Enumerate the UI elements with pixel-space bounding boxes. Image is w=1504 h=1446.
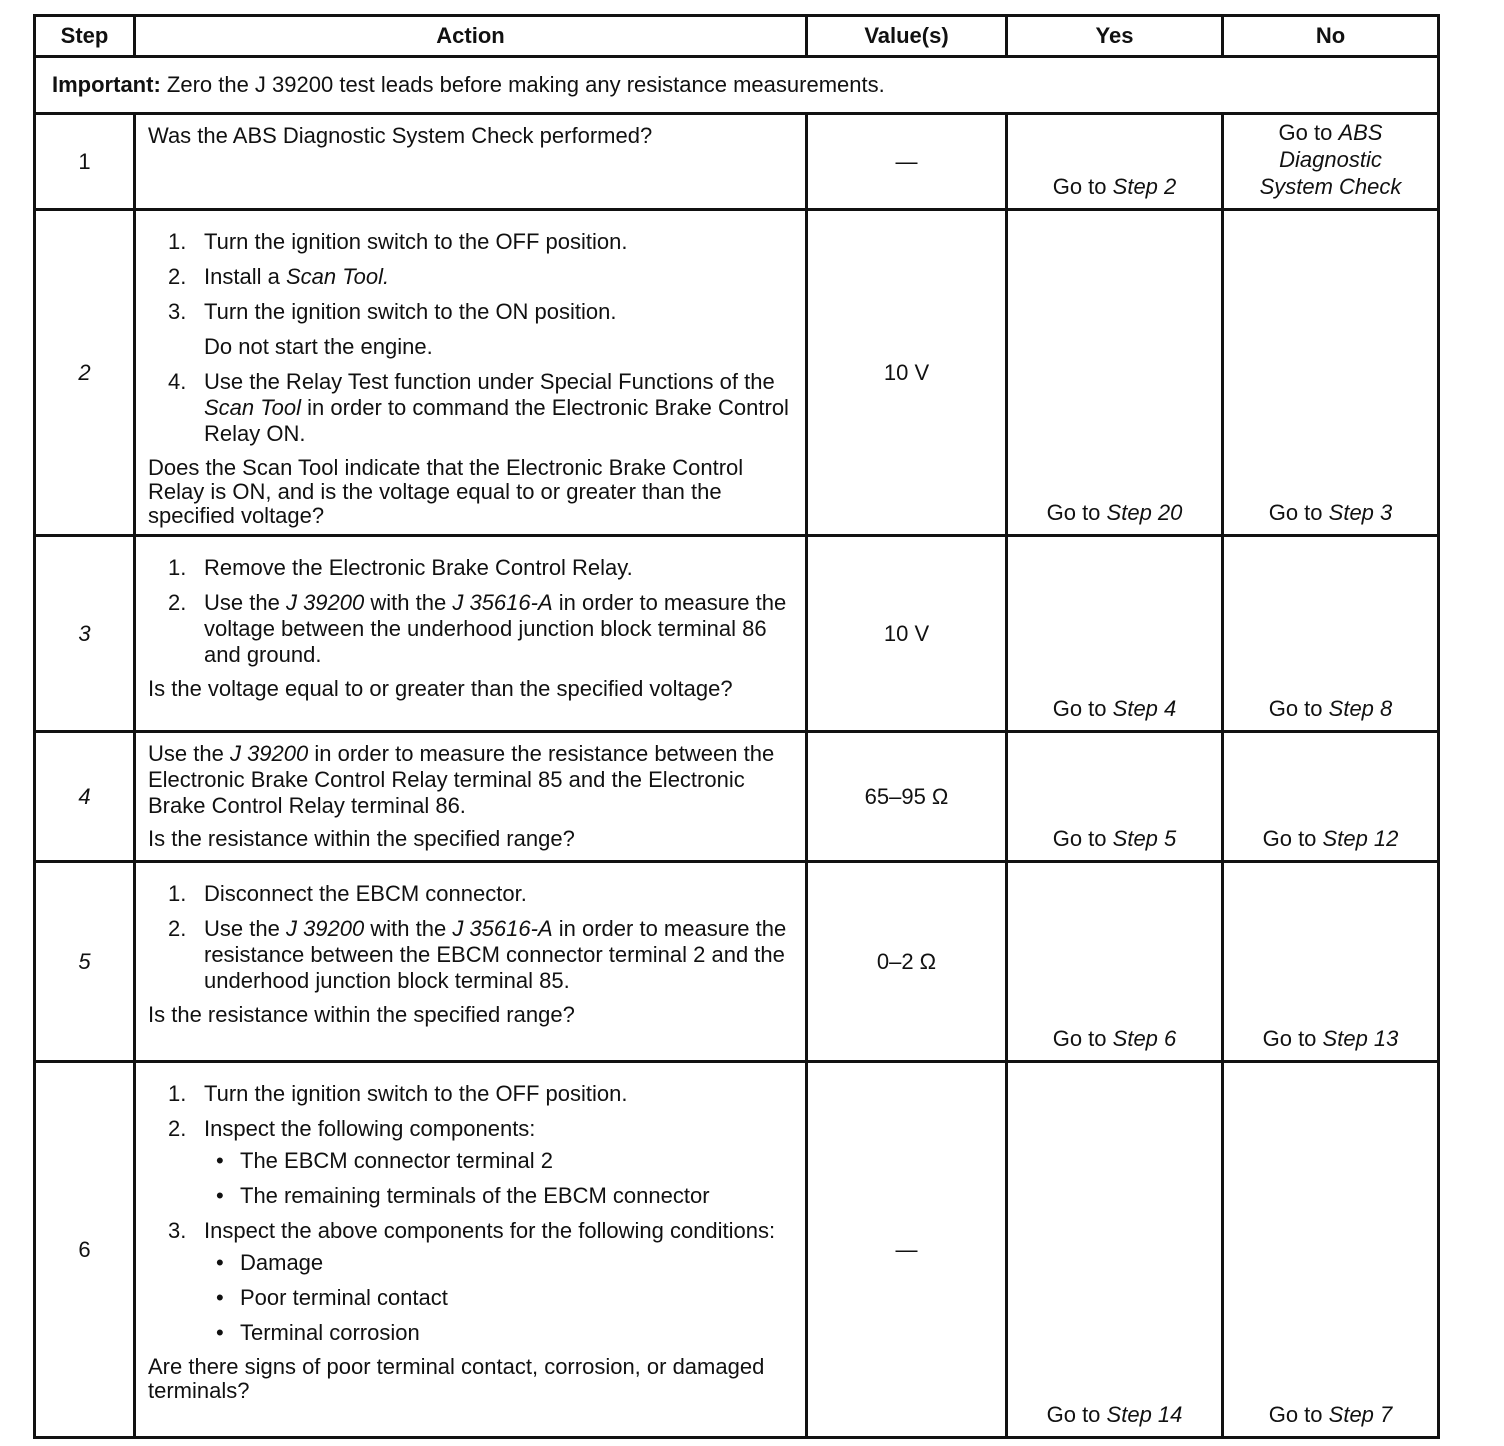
list-item: 3. Inspect the above components for the following conditions: • Damage • Poor terminal contact • Terminal corrosion bbox=[148, 1218, 793, 1346]
question: Are there signs of poor terminal contact, corrosion, or damaged terminals? bbox=[148, 1354, 765, 1403]
bullet-item: • Damage bbox=[216, 1250, 324, 1275]
goto-prefix: Go to bbox=[1046, 1402, 1101, 1427]
list-item: 2. Use the J 39200 with the J 35616-A in order to measure the resistance between the EBCM connector terminal 2 and the underhood junction block terminal 85. bbox=[168, 916, 787, 993]
action-cell bbox=[135, 114, 807, 210]
goto-ref: Step 2 bbox=[1112, 174, 1177, 199]
step-number-text: 4 bbox=[78, 783, 91, 809]
action-cell bbox=[135, 210, 807, 536]
step-number-text: 2 bbox=[78, 359, 91, 385]
yes-cell bbox=[1007, 210, 1223, 536]
value-cell: 10 V bbox=[807, 536, 1007, 732]
bullet-item: • Terminal corrosion bbox=[216, 1320, 420, 1345]
table-row bbox=[35, 1062, 1439, 1438]
bullet-item-text: The remaining terminals of the EBCM connector bbox=[240, 1183, 710, 1208]
question: Was the ABS Diagnostic System Check performed? bbox=[148, 123, 653, 148]
value-cell: 0–2 Ω bbox=[807, 862, 1007, 1062]
value-cell: 65–95 Ω bbox=[807, 732, 1007, 862]
goto-prefix: Go to bbox=[1268, 1402, 1323, 1427]
step-number-text: 5 bbox=[78, 948, 91, 974]
goto-ref: Step 13 bbox=[1322, 1026, 1399, 1051]
list-item-text: Turn the ignition switch to the OFF position. bbox=[204, 229, 628, 254]
step-number bbox=[35, 536, 135, 732]
list-item-note: Do not start the engine. bbox=[204, 334, 433, 359]
numbered-list bbox=[148, 1071, 793, 1346]
list-item-text: in order to measure the voltage between the underhood junction block terminal 86 and ground. bbox=[204, 590, 787, 667]
bullet-item-text: The EBCM connector terminal 2 bbox=[240, 1148, 554, 1173]
list-item-text: Turn the ignition switch to the ON position. bbox=[204, 299, 617, 324]
goto-ref: Diagnostic bbox=[1279, 147, 1382, 172]
yes-cell bbox=[1007, 862, 1223, 1062]
list-item-text: Disconnect the EBCM connector. bbox=[204, 881, 527, 906]
list-item-text: Use the bbox=[204, 916, 280, 941]
action-text-part: in order to measure the resistance between the Electronic Brake Control Relay terminal 85 and the Electronic Brake Control Relay terminal 86. bbox=[148, 741, 775, 818]
goto-prefix: Go to bbox=[1052, 696, 1107, 721]
action-text bbox=[148, 741, 793, 819]
list-item-text: Inspect the following components: bbox=[204, 1116, 536, 1141]
important-note bbox=[35, 57, 1439, 114]
table-row bbox=[35, 536, 1439, 732]
bullet-item-text: Terminal corrosion bbox=[240, 1320, 420, 1345]
bullet-item: • The remaining terminals of the EBCM connector bbox=[216, 1183, 710, 1208]
goto-prefix: Go to bbox=[1268, 500, 1323, 525]
value-cell: 10 V bbox=[807, 210, 1007, 536]
bullet-item: • Poor terminal contact bbox=[216, 1285, 448, 1310]
bullet-item: • The EBCM connector terminal 2 bbox=[216, 1148, 554, 1173]
list-item-text: Install a bbox=[204, 264, 280, 289]
list-item-text: with the bbox=[370, 916, 447, 941]
table-row bbox=[35, 862, 1439, 1062]
goto-prefix: Go to bbox=[1262, 826, 1317, 851]
list-item-text: in order to measure the resistance between the EBCM connector terminal 2 and the underhood junction block terminal 85. bbox=[204, 916, 787, 993]
goto-ref: Step 6 bbox=[1112, 1026, 1177, 1051]
goto-prefix: Go to bbox=[1046, 500, 1101, 525]
step-number: 1 bbox=[35, 114, 135, 210]
no-cell bbox=[1223, 210, 1439, 536]
question: Is the resistance within the specified range? bbox=[148, 1002, 575, 1027]
header-row bbox=[35, 16, 1439, 57]
no-cell bbox=[1223, 862, 1439, 1062]
list-item: 1. Remove the Electronic Brake Control Relay. bbox=[168, 555, 633, 580]
goto-ref: Step 14 bbox=[1106, 1402, 1183, 1427]
goto-prefix: Go to bbox=[1268, 696, 1323, 721]
goto-prefix: Go to bbox=[1278, 120, 1333, 145]
step-number-text: 3 bbox=[78, 620, 91, 646]
step-number bbox=[35, 862, 135, 1062]
header-step: Step bbox=[35, 16, 135, 57]
action-text-part: Use the bbox=[148, 741, 224, 766]
goto-ref: Step 7 bbox=[1328, 1402, 1393, 1427]
list-item-emphasis: J 35616-A bbox=[452, 916, 553, 941]
step-number bbox=[35, 732, 135, 862]
question: Is the voltage equal to or greater than the specified voltage? bbox=[148, 676, 733, 701]
goto-ref: Step 3 bbox=[1328, 500, 1393, 525]
list-item-text: in order to command the Electronic Brake Control Relay ON. bbox=[204, 395, 789, 446]
numbered-list bbox=[148, 545, 793, 668]
list-item: 2. Inspect the following components: • The EBCM connector terminal 2 • The remaining terminals of the EBCM connector bbox=[148, 1116, 793, 1209]
action-text-emphasis: J 39200 bbox=[229, 741, 309, 766]
yes-cell bbox=[1007, 536, 1223, 732]
table-row bbox=[35, 210, 1439, 536]
list-item-text: Remove the Electronic Brake Control Relay. bbox=[204, 555, 633, 580]
no-cell bbox=[1223, 536, 1439, 732]
goto-ref: Step 12 bbox=[1322, 826, 1399, 851]
step-number: 6 bbox=[35, 1062, 135, 1438]
question: Does the Scan Tool indicate that the Electronic Brake Control Relay is ON, and is the voltage equal to or greater than the specified voltage? bbox=[148, 455, 744, 528]
list-item-text: with the bbox=[370, 590, 447, 615]
goto-ref: ABS bbox=[1338, 120, 1383, 145]
table-row bbox=[35, 114, 1439, 210]
numbered-list bbox=[148, 871, 793, 994]
goto-ref: Step 8 bbox=[1328, 696, 1393, 721]
header-yes: Yes bbox=[1007, 16, 1223, 57]
list-item-emphasis: Scan Tool. bbox=[285, 264, 390, 289]
bullet-item-text: Damage bbox=[240, 1250, 324, 1275]
numbered-list bbox=[148, 219, 793, 447]
goto-ref: Step 5 bbox=[1112, 826, 1177, 851]
list-item-emphasis: J 35616-A bbox=[452, 590, 553, 615]
list-item: 1. Turn the ignition switch to the OFF position. bbox=[168, 229, 628, 254]
list-item: 4. Use the Relay Test function under Special Functions of the Scan Tool in order to command the Electronic Brake Control Relay ON. bbox=[168, 369, 789, 446]
list-item-emphasis: Scan Tool bbox=[204, 395, 302, 420]
important-row bbox=[35, 57, 1439, 114]
goto-prefix: Go to bbox=[1052, 174, 1107, 199]
question: Is the resistance within the specified range? bbox=[148, 826, 575, 851]
list-item-emphasis: J 39200 bbox=[285, 916, 365, 941]
action-cell bbox=[135, 732, 807, 862]
no-cell bbox=[1223, 1062, 1439, 1438]
goto-ref: Step 4 bbox=[1112, 696, 1177, 721]
list-item-text: Use the Relay Test function under Special Functions of the bbox=[204, 369, 775, 394]
goto-ref: System Check bbox=[1259, 174, 1402, 199]
action-cell bbox=[135, 536, 807, 732]
no-cell bbox=[1223, 732, 1439, 862]
list-item: 1. Disconnect the EBCM connector. bbox=[168, 881, 527, 906]
header-action: Action bbox=[135, 16, 807, 57]
goto-prefix: Go to bbox=[1262, 1026, 1317, 1051]
list-item-text: Use the bbox=[204, 590, 280, 615]
list-item: 2. Install a Scan Tool. bbox=[168, 264, 390, 289]
no-cell bbox=[1223, 114, 1439, 210]
yes-cell bbox=[1007, 732, 1223, 862]
important-text: Zero the J 39200 test leads before making any resistance measurements. bbox=[166, 72, 885, 97]
bullet-item-text: Poor terminal contact bbox=[240, 1285, 448, 1310]
value-cell: — bbox=[807, 1062, 1007, 1438]
goto-ref: Step 20 bbox=[1106, 500, 1183, 525]
step-number bbox=[35, 210, 135, 536]
action-cell bbox=[135, 1062, 807, 1438]
yes-cell bbox=[1007, 1062, 1223, 1438]
value-cell: — bbox=[807, 114, 1007, 210]
list-item-text: Inspect the above components for the following conditions: bbox=[204, 1218, 776, 1243]
list-item: 3. Turn the ignition switch to the ON position. Do not start the engine. bbox=[148, 299, 793, 360]
list-item: 2. Use the J 39200 with the J 35616-A in order to measure the voltage between the underhood junction block terminal 86 and ground. bbox=[168, 590, 787, 667]
important-label: Important: bbox=[52, 72, 161, 97]
list-item-text: Turn the ignition switch to the OFF position. bbox=[204, 1081, 628, 1106]
bullet-list bbox=[204, 1250, 793, 1346]
list-item-emphasis: J 39200 bbox=[285, 590, 365, 615]
header-values: Value(s) bbox=[807, 16, 1007, 57]
bullet-list bbox=[204, 1148, 793, 1209]
action-cell bbox=[135, 862, 807, 1062]
diagnostic-table bbox=[33, 14, 1440, 1439]
yes-cell bbox=[1007, 114, 1223, 210]
table-row bbox=[35, 732, 1439, 862]
header-no: No bbox=[1223, 16, 1439, 57]
list-item: 1. Turn the ignition switch to the OFF position. bbox=[168, 1081, 628, 1106]
goto-prefix: Go to bbox=[1052, 826, 1107, 851]
goto-prefix: Go to bbox=[1052, 1026, 1107, 1051]
